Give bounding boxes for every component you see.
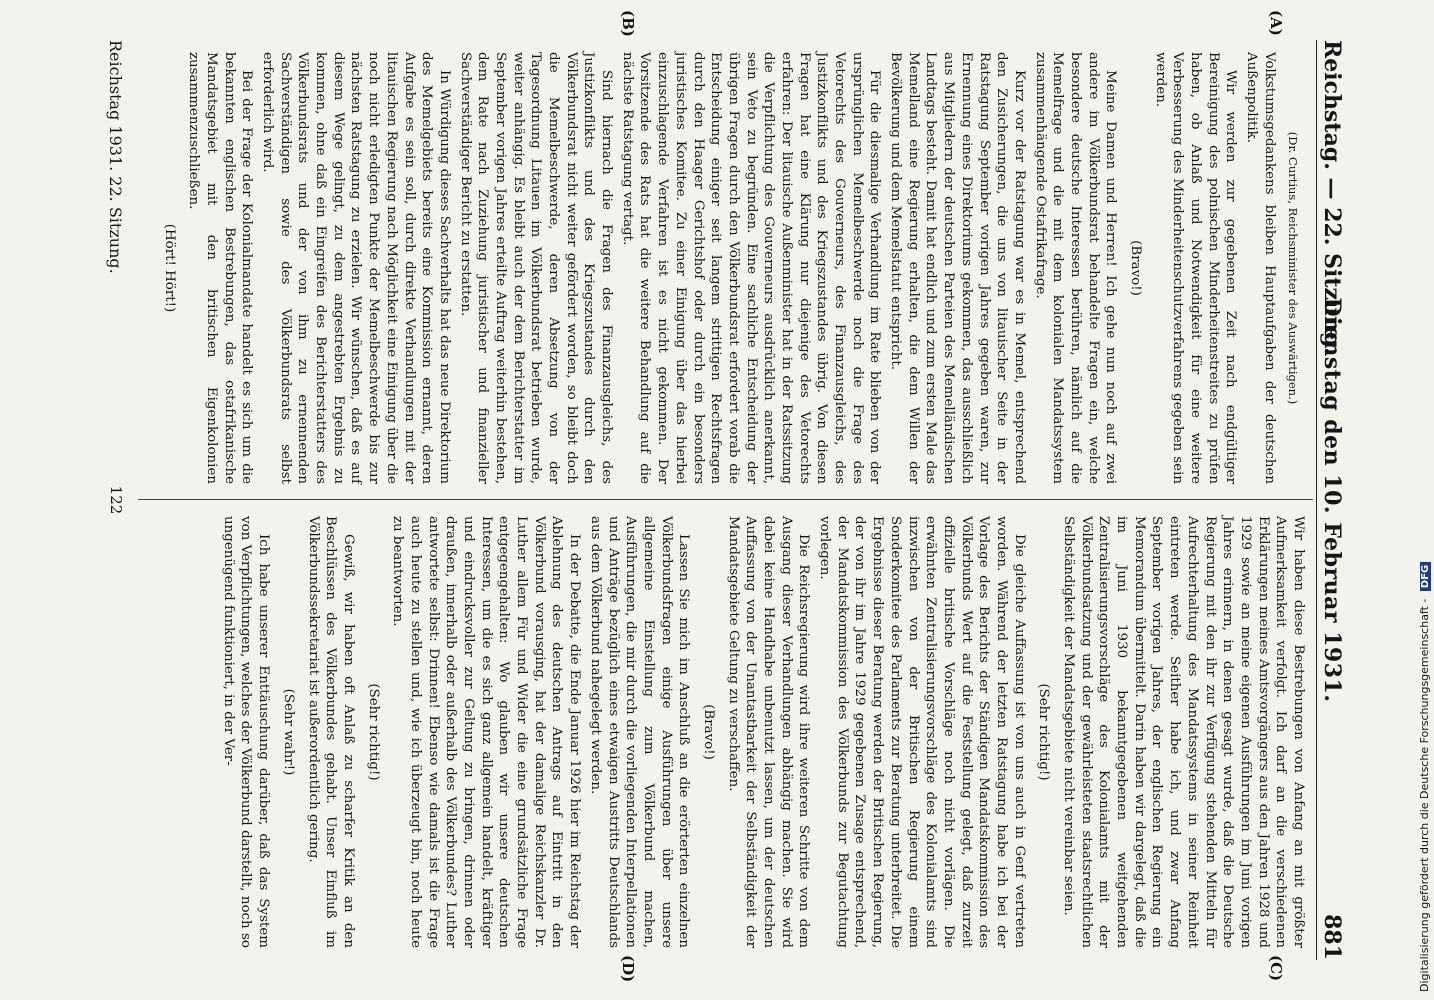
paragraph: In Würdigung dieses Sachverhalts hat das neue Direktorium des Memelgebiets bereits eine Kommission ernannt, deren Aufgabe es sein soll, durch direkte Verhandlungen mit der litauischen Regierung nach Möglichkeit eine Einigung über die noch nicht erledigten Punkte der Memelbeschwerde bis zur nächsten Ratstagung zu erzielen. Wir wünschen, daß es auf diesem Wege gelingt, zu dem angestrebten Ergebnis zu kommen, ohne daß ein Eingreifen des Berichterstatters des Völkerbundsrats und der von ihm zu ernennenden Sachverständigen sowie des Völkerbundsrats selbst erforderlich wird. bbox=[260, 52, 452, 484]
interjection: (Bravo!) bbox=[701, 704, 716, 760]
margin-mark-c: (C) bbox=[1267, 955, 1285, 982]
document-page bbox=[35, 0, 1365, 1000]
dfg-logo: DFG bbox=[1420, 562, 1431, 591]
interjection: (Sehr richtig!) bbox=[1036, 683, 1052, 781]
interjection: (Hört! Hört!) bbox=[161, 223, 177, 313]
margin-mark-a: (A) bbox=[1267, 10, 1285, 36]
footer-page-number: 122 bbox=[107, 485, 125, 515]
column-divider bbox=[138, 499, 1313, 500]
interjection: (Bravo!) bbox=[1128, 240, 1144, 296]
interjection: (Sehr richtig!) bbox=[365, 683, 381, 781]
margin-mark-b: (B) bbox=[619, 10, 637, 37]
paragraph: Ich habe unserer Enttäuschung darüber, daß das System von Verpflichtungen, welches der Völkerbund darstellt, noch so ungenügend funktioniert, in der Ver- bbox=[220, 516, 272, 948]
left-column bbox=[153, 52, 1307, 484]
paragraph: Wir haben diese Bestrebungen von Anfang an mit größter Aufmerksamkeit verfolgt. Ich darf an die verschiedenen Erklärungen meines Amtsvorgängers aus den Jahren 1928 und 1929 sowie an meine eigenen Ausführungen im Juni vorigen Jahres erinnern, in denen gesagt wurde, daß die Deutsche Regierung mit den ihr zur Verfügung stehenden Mitteln für Aufrechterhaltung des Mandatssystems in seiner Reinheit eintreten werde. Seither habe ich, und zwar Anfang September vorigen Jahres, der englischen Regierung ein Memorandum übermittelt. Darin haben wir dargelegt, daß die im Juni 1930 bekanntgegebenen weitgehenden Zentralisierungsvorschläge des Kolonialamts mit der Völkerbundsatzung und der gewährleisteten staatsrechtlichen Selbständigkeit der Mandatsgebiete nicht vereinbar seien. bbox=[1061, 516, 1306, 948]
paragraph: In der Debatte, die Ende Januar 1926 hier im Reichstag der Ablehnung des deutschen Antrags auf Eintritt in den Völkerbund vorausging, hat der damalige Reichskanzler Dr. Luther allem Für und Wider die eine grundsätzliche Frage entgegengehalten: Wo glauben wir unsere deutschen Interessen, um die es sich ganz allgemein handelt, kräftiger und eindrucksvoller zur Geltung zu bringen, drinnen oder draußen, innerhalb oder außerhalb des Völkerbundes? Luther antwortete selbst: Drinnen! Ebenso wie damals ist die Frage auch heute zu stellen und, wie ich überzeugt bin, noch heute zu beantworten. bbox=[390, 516, 583, 948]
paragraph: Meine Damen und Herren! Ich gehe nun noch auf zwei andere im Völkerbundsrat behandelte Fragen ein, welche besondere deutsche Interessen berühren, nämlich auf die Memelfrage und die mit dem kolonialen Mandatssystem zusammenhängende Ostafrikafrage. bbox=[1032, 52, 1119, 484]
paragraph: Die gleiche Auffassung ist von uns auch in Genf vertreten worden. Während der letzten Ratstagung habe ich bei der Vorlage des Berichts der Ständigen Mandatskommission des Völkerbunds Wert auf die Feststellung gelegt, daß zurzeit offizielle britische Vorschläge noch nicht vorlägen. Die erwähnten Zentralisierungsvorschläge des Kolonialamts sind inzwischen von der Britischen Regierung einem Sonderkomitee des Parlaments zur Beratung unterbreitet. Die Ergebnisse dieser Beratung werden der Britischen Regierung, der von ihr im Jahre 1929 gegebenen Zusage entsprechend, der Mandatskommission des Völkerbunds zur Begutachtung vorlegen. bbox=[817, 516, 1027, 948]
footer-citation: Reichstag 1931. 22. Sitzung. bbox=[106, 40, 125, 274]
margin-mark-d: (D) bbox=[619, 955, 637, 983]
speaker-line: (Dr. Curtius, Reichsminister des Auswärtigen.) bbox=[1286, 131, 1300, 405]
paragraph: Die Reichsregierung wird ihre weiteren Schritte von dem Ausgang dieser Verhandlungen abhängig machen. Sie wird dabei keine Handhabe unbenutzt lassen, um der deutschen Auffassung von der Unantastbarkeit der Selbständigkeit der Mandatsgebiete Geltung zu verschaffen. bbox=[725, 516, 812, 948]
interjection: (Sehr wahr!) bbox=[280, 688, 296, 776]
paragraph: Für die diesmalige Verhandlung im Rate blieben von der ursprünglichen Memelbeschwerde noch die Frage des Vetorechts des Gouverneurs, des Finanzausgleichs, des Justizkonflikts und des Kriegszustandes übrig. Von diesen Fragen hat eine Klärung nur diejenige des Vetorechts erfahren: Der litauische Außenminister hat in der Ratssitzung die Verpflichtung des Gouverneurs ausdrücklich anerkannt, sein Veto zu begründen. Eine sachliche Entscheidung der übrigen Fragen durch den Völkerbundsrat erfordert vorab die Entscheidung einiger seit langem strittigen Rechtsfragen durch den Haager Gerichtshof oder durch ein besonders juristisches Komitee. Zu einer Einigung über das hierbei einzuschlagende Verfahren ist es nicht gekommen. Der Vorsitzende des Rats hat die weitere Behandlung auf die nächste Ratstagung vertagt. bbox=[619, 52, 883, 484]
digitization-text: Digitalisierung gefördert durch die Deutsche Forschungsgemeinschaft - bbox=[1418, 598, 1431, 992]
digitization-note bbox=[1418, 0, 1434, 1000]
header-left: Reichstag. — 22. Sitzung. bbox=[1319, 40, 1345, 356]
header-date: Dienstag den 10. Februar 1931. bbox=[1319, 297, 1345, 703]
paragraph: Bei der Frage der Kolonialmandate handelt es sich um die bekannten englischen Bestrebungen, das ostafrikanische Mandatsgebiet mit den britischen Eigenkolonien zusammenzuschließen. bbox=[186, 52, 255, 484]
right-column bbox=[216, 516, 1307, 948]
paragraph: Volkstumsgedankens bleiben Hauptaufgaben der deutschen Außenpolitik. bbox=[1244, 52, 1277, 484]
paragraph: Kurz vor der Ratstagung war es in Memel, entsprechend den Zusicherungen, die uns von litauischer Seite in der Ratstagung September vorigen Jahres gegeben waren, zur Ernennung eines Direktoriums gekommen, das ausschließlich aus Mitgliedern der deutschen Parteien des Memelländischen Landtags besteht. Damit hat endlich und zum ersten Male das Memelland eine Regierung erhalten, die dem Willen der Bevölkerung und dem Memelstatut entspricht. bbox=[888, 52, 1027, 484]
paragraph: Wir werden zur gegebenen Zeit nach endgültiger Bereinigung des polnischen Minderheitenstreites zu prüfen haben, ob Anlaß und Notwendigkeit für eine weitere Verbesserung des Minderheitenschutzverfahrens gegeben sein werden. bbox=[1152, 52, 1239, 484]
header-page-number: 881 bbox=[1319, 914, 1345, 960]
paragraph: Sind hiernach die Fragen des Finanzausgleichs, des Justizkonflikts und des Kriegszustandes durch den Völkerbundsrat nicht weiter gefördert worden, so bleibt doch die Memelbeschwerde, deren Absetzung von der Tagesordnung Litauen im Völkerbundsrat betrieben wurde, weiter anhängig. Es bleibt auch der dem Berichterstatter im September vorigen Jahres erteilte Auftrag weiterhin bestehen, dem Rate nach Zuziehung juristischer und finanzieller Sachverständiger Bericht zu erstatten. bbox=[457, 52, 615, 484]
page-header bbox=[1316, 40, 1347, 960]
paragraph: Gewiß, wir haben oft Anlaß zu scharfer Kritik an den Beschlüssen des Völkerbundes gehabt. Unser Einfluß im Völkerbundssekretariat ist außerordentlich gering. bbox=[305, 516, 356, 948]
paragraph: Lassen Sie mich im Anschluß an die erörterten einzelnen Völkerbundsfragen einige Ausführungen über unsere allgemeine Einstellung zum Völkerbund machen, Ausführungen, die mir durch die vorliegenden Interpellationen und Anträge bezüglich eines etwaigen Austritts Deutschlands aus dem Völkerbund nahegelegt werden. bbox=[587, 516, 692, 948]
